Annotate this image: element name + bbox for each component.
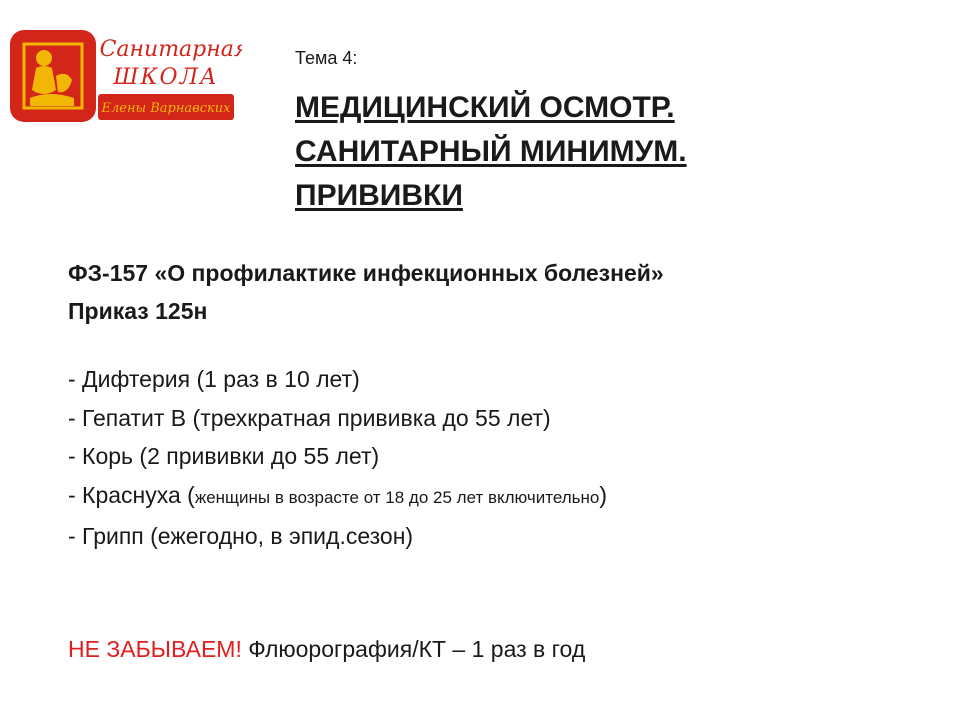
reminder-alert: НЕ ЗАБЫВАЕМ! — [68, 636, 242, 662]
svg-text:Санитарная: Санитарная — [99, 37, 242, 62]
vaccination-list — [68, 360, 948, 556]
title-line: САНИТАРНЫЙ МИНИМУМ. — [295, 135, 687, 168]
vaccine-item-hepatitis-b: - Гепатит В (трехкратная прививка до 55 лет) — [68, 404, 551, 431]
order-number: Приказ 125н — [68, 298, 208, 324]
title-line: ПРИВИВКИ — [295, 179, 463, 212]
slide-title — [295, 86, 935, 218]
vaccine-item-influenza: - Грипп (ежегодно, в эпид.сезон) — [68, 523, 414, 549]
vaccine-item-measles: - Корь (2 прививки до 55 лет) — [68, 443, 380, 469]
law-title: ФЗ-157 «О профилактике инфекционных болезней» — [68, 260, 664, 286]
reminder — [68, 636, 585, 663]
rubella-close: ) — [599, 481, 608, 508]
title-line: МЕДИЦИНСКИЙ ОСМОТР. — [295, 91, 675, 124]
svg-text:Елены Варнавских: Елены Варнавских — [101, 101, 231, 116]
vaccine-item-rubella — [68, 476, 948, 518]
rubella-label: - Краснуха ( — [68, 481, 195, 508]
topic-label: Тема 4: — [295, 48, 358, 68]
rubella-note: женщины в возрасте от 18 до 25 лет включительно — [194, 487, 600, 507]
vaccine-item-diphtheria: - Дифтерия (1 раз в 10 лет) — [68, 366, 360, 392]
school-logo — [10, 28, 242, 124]
reminder-text: Флюорография/КТ – 1 раз в год — [241, 636, 586, 662]
svg-text:ШКОЛА: ШКОЛА — [113, 65, 219, 90]
law-reference — [68, 254, 928, 330]
